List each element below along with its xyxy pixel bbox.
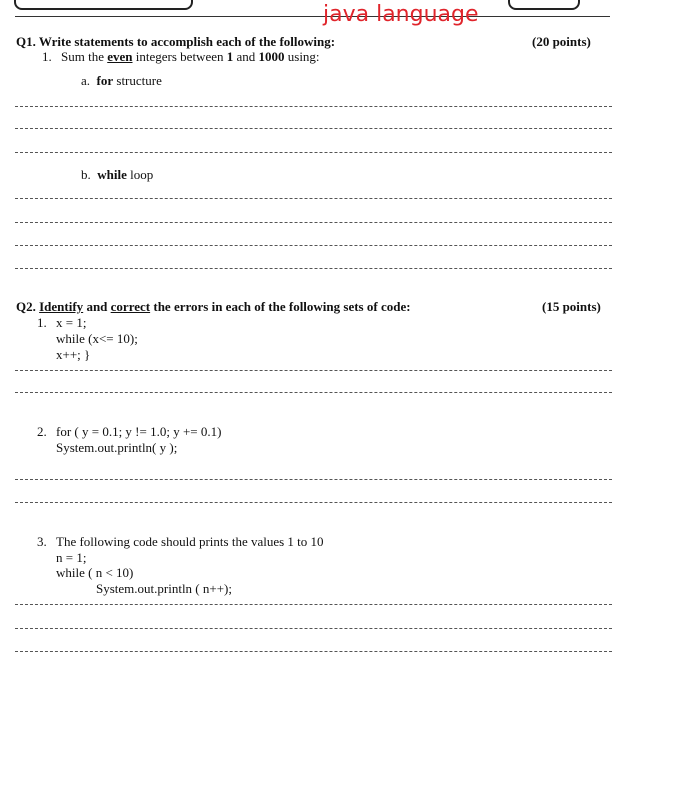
q2-item-1-code-line: x = 1; xyxy=(56,315,87,330)
answer-line[interactable] xyxy=(15,479,612,480)
q2-item-1-number: 1. xyxy=(37,315,47,330)
q2-item-2-code-line: for ( y = 0.1; y != 1.0; y += 0.1) xyxy=(56,424,222,439)
header-rule xyxy=(15,16,610,17)
answer-line[interactable] xyxy=(15,502,612,503)
answer-line[interactable] xyxy=(15,198,612,199)
answer-line[interactable] xyxy=(15,152,612,153)
answer-line[interactable] xyxy=(15,392,612,393)
handwritten-annotation: java language xyxy=(323,2,479,27)
q2-item-3-number: 3. xyxy=(37,534,47,549)
q2-item-2-code-line: System.out.println( y ); xyxy=(56,440,178,455)
answer-line[interactable] xyxy=(15,370,612,371)
q2-item-3-description: The following code should prints the values 1 to 10 xyxy=(56,534,324,549)
q2-points: (15 points) xyxy=(542,299,601,314)
q1-item-1-number: 1. xyxy=(42,49,52,64)
answer-line[interactable] xyxy=(15,604,612,605)
score-field-box xyxy=(508,0,580,10)
name-field-box xyxy=(14,0,193,10)
answer-line[interactable] xyxy=(15,128,612,129)
q2-item-3-code-line: while ( n < 10) xyxy=(56,565,134,580)
q1-item-1-text: Sum the even integers between 1 and 1000 using: xyxy=(61,49,320,64)
q2-title: Q2. Identify and correct the errors in each of the following sets of code: xyxy=(16,299,411,314)
q2-item-3-code-line: System.out.println ( n++); xyxy=(96,581,232,596)
q1-subitem-a: a. for structure xyxy=(81,73,162,88)
q2-item-3-code-line: n = 1; xyxy=(56,550,87,565)
q1-title: Q1. Write statements to accomplish each of the following: xyxy=(16,34,336,49)
answer-line[interactable] xyxy=(15,628,612,629)
q1-subitem-b: b. while loop xyxy=(81,167,154,182)
answer-line[interactable] xyxy=(15,222,612,223)
answer-line[interactable] xyxy=(15,245,612,246)
q2-item-1-code-line: while (x<= 10); xyxy=(56,331,138,346)
answer-line[interactable] xyxy=(15,106,612,107)
q2-item-2-number: 2. xyxy=(37,424,47,439)
answer-line[interactable] xyxy=(15,651,612,652)
answer-line[interactable] xyxy=(15,268,612,269)
q1-points: (20 points) xyxy=(532,34,591,49)
q2-item-1-code-line: x++; } xyxy=(56,347,91,362)
